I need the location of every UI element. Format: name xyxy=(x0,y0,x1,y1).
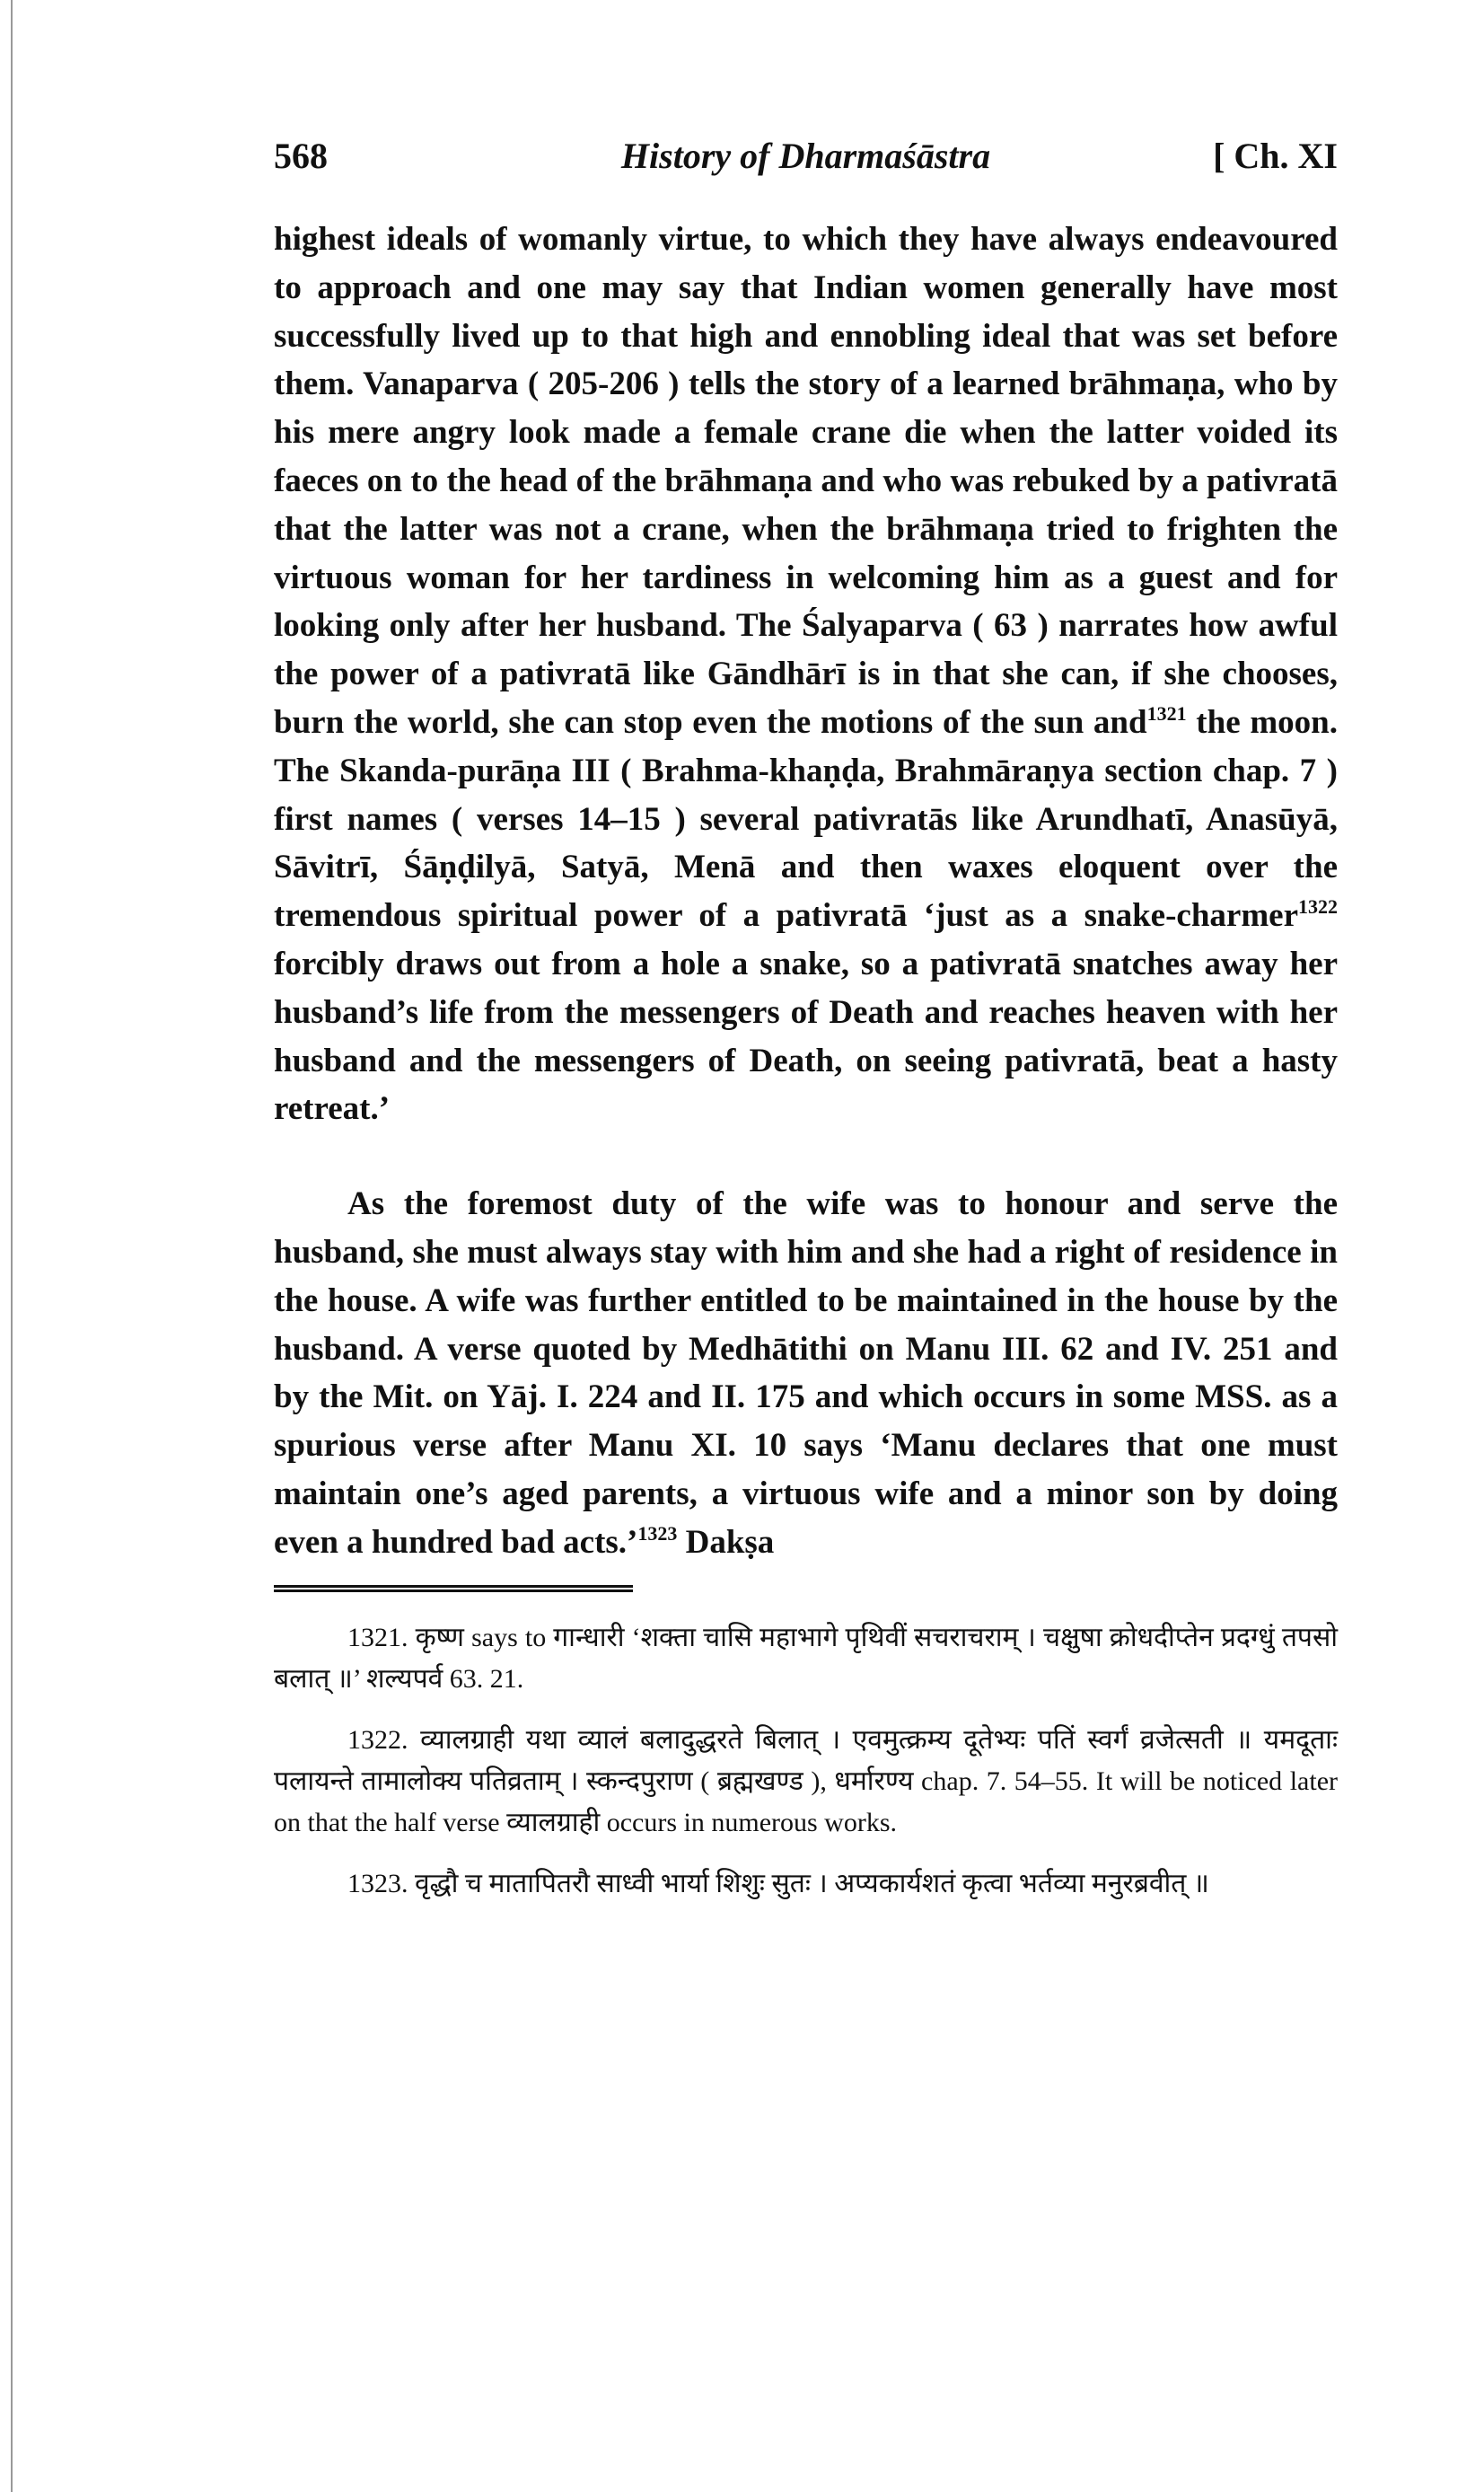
paragraph-1-text-b: the moon. The Skanda-purāṇa III ( Brahma-khaṇḍa, Brahmāraṇya section chap. 7 ) first names ( verses 14–15 ) several pativratās like Arundhatī, Anasūyā, Sāvitrī, Śāṇḍilyā, Satyā, Menā and then waxes eloquent over the tremendous spiritual power of a pativratā ‘just as a snake-charmer xyxy=(274,703,1338,935)
footnote-number: 1322. xyxy=(347,1724,408,1755)
footnote-text: व्यालग्राही यथा व्यालं बलादुद्धरते बिलात् । एवमुत्क्रम्य दूतेभ्यः पतिं स्वर्गं व्रजेत्सती ॥ यमदूताः पलायन्ते तामालोक्य पतिव्रताम् । स्कन्दपुराण ( ब्रह्मखण्ड ), धर्मारण्य chap. 7. 54–55. It will be noticed later on that the half verse व्यालग्राही occurs in numerous works. xyxy=(274,1724,1339,1837)
footnotes xyxy=(274,1617,1338,1905)
footnote-text: वृद्धौ च मातापितरौ साध्वी भार्या शिशुः सुतः । अप्यकार्यशतं कृत्वा भर्तव्या मनुरब्रवीत् ॥ xyxy=(415,1868,1209,1898)
running-header xyxy=(274,135,1338,189)
book-page xyxy=(274,135,1338,1924)
footnote-ref-1321: 1321 xyxy=(1146,701,1187,725)
paragraph-1-text-a: highest ideals of womanly virtue, to which they have always endeavoured to approach and one may say that Indian women generally have most successfully lived up to that high and ennobling ideal that was set before them. Vanaparva ( 205-206 ) tells the story of a learned brāhmaṇa, who by his mere angry look made a female crane die when the latter voided its faeces on to the head of the brāhmaṇa and who was rebuked by a pativratā that the latter was not a crane, when the brāhmaṇa tried to frighten the virtuous woman for her tardiness in welcoming him as a guest and for looking only after her husband. The Śalyaparva ( 63 ) narrates how awful the power of a pativratā like Gāndhārī is in that she can, if she chooses, burn the world, she can stop even the motions of the sun and xyxy=(274,221,1338,741)
paragraph-1-text-c: forcibly draws out from a hole a snake, so a pativratā snatches away her husband’s life from the messengers of Death and reaches heaven with her husband and the messengers of Death, on seeing pativratā, beat a hasty retreat.’ xyxy=(274,945,1338,1128)
main-text xyxy=(274,216,1338,1567)
footnote-text: कृष्ण says to गान्धारी ‘शक्ता चासि महाभागे पृथिवीं सचराचराम् । चक्षुषा क्रोधदीप्तेन प्रदग्धुं तपसो बलात् ॥’ शल्यपर्व 63. 21. xyxy=(274,1622,1339,1694)
paragraph-2-text-a: As the foremost duty of the wife was to honour and serve the husband, she must always stay with him and she had a right of residence in the house. A wife was further entitled to be maintained in the house by the husband. A verse quoted by Medhātithi on Manu III. 62 and IV. 251 and by the Mit. on Yāj. I. 224 and II. 175 and which occurs in some MSS. as a spurious verse after Manu XI. 10 says ‘Manu declares that one must maintain one’s aged parents, a virtuous wife and a minor son by doing even a hundred bad acts.’ xyxy=(274,1185,1338,1561)
chapter-label: [ Ch. XI xyxy=(1213,136,1338,176)
footnote-number: 1321. xyxy=(347,1622,408,1652)
footnote-1321 xyxy=(274,1617,1338,1700)
footnote-ref-1322: 1322 xyxy=(1298,895,1338,919)
footnote-divider xyxy=(274,1585,633,1592)
paragraph-2-text-b: Dakṣa xyxy=(677,1523,775,1561)
page-number: 568 xyxy=(274,136,328,176)
page-edge-line xyxy=(11,0,13,2492)
paragraph-1 xyxy=(274,216,1338,1133)
footnote-ref-1323: 1323 xyxy=(637,1521,678,1545)
footnote-number: 1323. xyxy=(347,1868,408,1898)
running-title: History of Dharmaśāstra xyxy=(620,136,991,176)
paragraph-2 xyxy=(274,1180,1338,1566)
footnote-1323 xyxy=(274,1863,1338,1905)
footnote-1322 xyxy=(274,1720,1338,1844)
